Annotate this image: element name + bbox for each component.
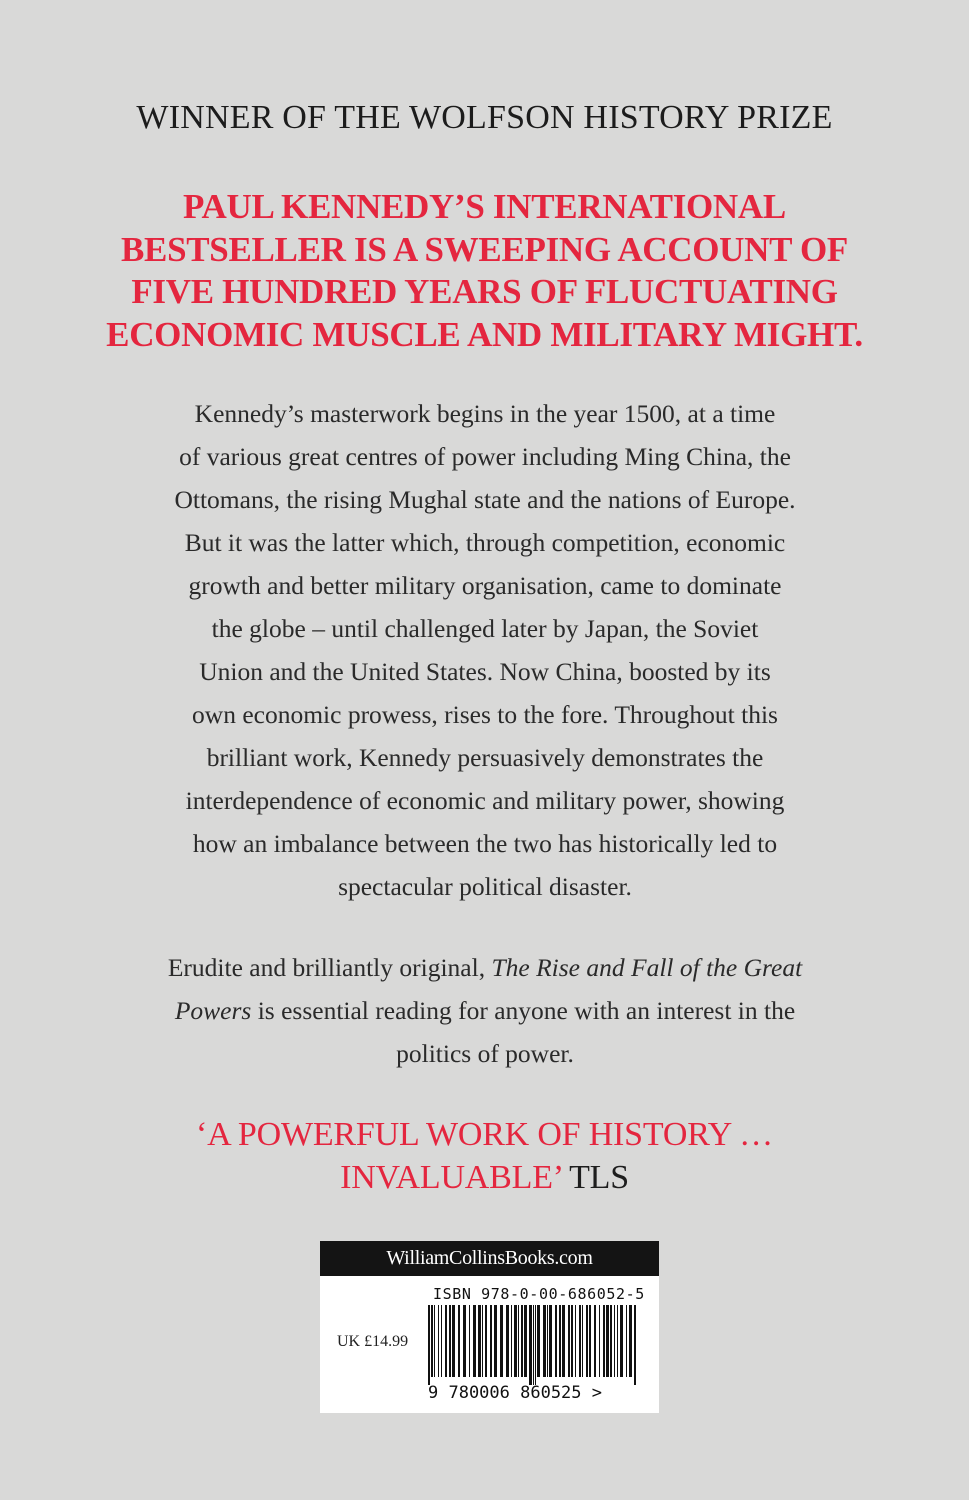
barcode-bar (537, 1305, 540, 1377)
quote-line (0, 1156, 969, 1199)
barcode-bar (482, 1305, 483, 1377)
barcode-bar (445, 1305, 447, 1377)
description-line: Ottomans, the rising Mughal state and the nations of Europe. (174, 485, 796, 514)
summary-text: Erudite and brilliantly original, (167, 953, 492, 982)
barcode-bar (547, 1305, 548, 1377)
description-line: spectacular political disaster. (338, 872, 632, 901)
barcode-bar (434, 1305, 435, 1377)
barcode-bar (511, 1305, 512, 1377)
publisher-website: WilliamCollinsBooks.com (320, 1241, 659, 1276)
headline-line: BESTSELLER IS A SWEEPING ACCOUNT OF (120, 229, 848, 269)
barcode-bar (610, 1305, 612, 1377)
quote-text: INVALUABLE’ (340, 1159, 562, 1196)
barcode-bar (582, 1305, 583, 1377)
barcode-bar (431, 1305, 433, 1377)
review-quote (0, 1113, 969, 1199)
description-line: But it was the latter which, through competition, economic (184, 528, 786, 557)
barcode-bar (529, 1305, 532, 1385)
summary-text: is essential reading for anyone with an interest in the (251, 996, 796, 1025)
barcode-bar (438, 1305, 439, 1377)
barcode-bar (428, 1305, 430, 1385)
barcode-bar (571, 1305, 573, 1377)
headline (60, 186, 909, 356)
barcode-bar (533, 1305, 534, 1385)
description-line: brilliant work, Kennedy persuasively demonstrates the (206, 743, 764, 772)
headline-line: PAUL KENNEDY’S INTERNATIONAL (183, 187, 786, 226)
barcode-bar (463, 1305, 466, 1377)
description-line: how an imbalance between the two has historically led to (192, 829, 778, 858)
description-line: own economic prowess, rises to the fore. Throughout this (192, 700, 778, 729)
barcode-bar (535, 1305, 536, 1385)
barcode-bar (594, 1305, 596, 1377)
barcode-bar (589, 1305, 591, 1377)
summary-line (120, 989, 850, 1032)
barcode-bar (586, 1305, 588, 1377)
price-label: UK £14.99 (337, 1333, 409, 1350)
book-title-italic: The Rise and Fall of the Great (491, 953, 803, 982)
quote-source: TLS (569, 1159, 629, 1196)
barcode-icon (426, 1305, 640, 1387)
barcode-bar (634, 1305, 636, 1385)
barcode-bar (599, 1305, 600, 1377)
barcode-bar (543, 1305, 546, 1377)
barcode-bar (478, 1305, 481, 1377)
barcode-bar (458, 1305, 460, 1377)
barcode-bar (449, 1305, 451, 1377)
barcode-bar (485, 1305, 487, 1377)
barcode-panel (320, 1241, 659, 1413)
barcode-bar (469, 1305, 470, 1377)
barcode-bar (603, 1305, 605, 1377)
barcode-bar (555, 1305, 557, 1377)
summary-paragraph (120, 946, 850, 1075)
barcode-bar (549, 1305, 552, 1377)
barcode-bar (506, 1305, 509, 1377)
isbn-label: ISBN 978-0-00-686052-5 (433, 1285, 645, 1303)
barcode-bar (524, 1305, 527, 1377)
barcode-bar (626, 1305, 627, 1377)
barcode-bar (500, 1305, 503, 1377)
description-paragraph (120, 392, 850, 908)
quote-line: ‘A POWERFUL WORK OF HISTORY … (196, 1116, 773, 1153)
barcode-bar (494, 1305, 497, 1377)
description-line: Union and the United States. Now China, boosted by its (199, 657, 771, 686)
summary-line: politics of power. (396, 1039, 574, 1068)
barcode-bar (614, 1305, 615, 1377)
barcode-bar (490, 1305, 492, 1377)
headline-line: ECONOMIC MUSCLE AND MILITARY MIGHT. (106, 314, 863, 354)
description-line: growth and better military organisation, came to dominate (188, 571, 782, 600)
headline-line: FIVE HUNDRED YEARS OF FLUCTUATING (131, 272, 838, 311)
barcode-bar (579, 1305, 581, 1377)
barcode-bar (521, 1305, 523, 1377)
barcode-digits: 9 780006 860525 > (428, 1383, 602, 1403)
barcode-bar (452, 1305, 455, 1377)
description-line: the globe – until challenged later by Japan, the Soviet (211, 614, 759, 643)
barcode-bar (575, 1305, 576, 1377)
barcode-bar (568, 1305, 570, 1377)
description-line: Kennedy’s masterwork begins in the year 1500, at a time (194, 399, 776, 428)
barcode-bar (562, 1305, 565, 1377)
barcode-bar (514, 1305, 517, 1377)
barcode-bar (617, 1305, 618, 1377)
barcode-bar (629, 1305, 632, 1377)
barcode-bar (620, 1305, 623, 1377)
book-title-italic: Powers (174, 996, 252, 1025)
barcode-bar (606, 1305, 609, 1377)
barcode-bar (518, 1305, 519, 1377)
barcode-bar (473, 1305, 476, 1377)
description-line: interdependence of economic and military power, showing (185, 786, 785, 815)
summary-line (120, 946, 850, 989)
description-line: of various great centres of power including Ming China, the (179, 442, 791, 471)
barcode-bar (559, 1305, 561, 1377)
award-line: WINNER OF THE WOLFSON HISTORY PRIZE (136, 99, 833, 136)
barcode-bar (441, 1305, 442, 1377)
